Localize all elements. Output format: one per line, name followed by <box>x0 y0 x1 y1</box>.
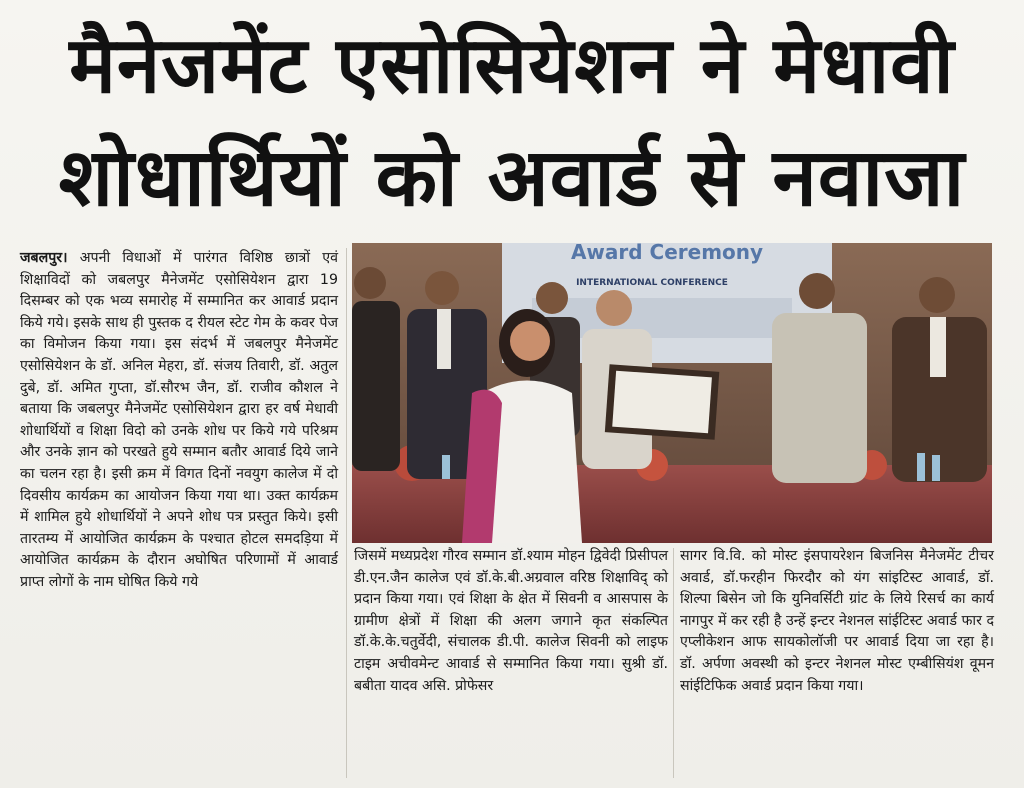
certificate <box>605 364 719 440</box>
column-3-text: सागर वि.वि. को मोस्ट इंसपायरेशन बिजनिस मैनेजमेंट टीचर अवार्ड, डॉ.फरहीन फिरदौर को यंग सांइटिस्ट आवार्ड, डॉ. शिल्पा बिसेन जो कि युनिवर्सिटी ग्रांट के लिये रिसर्च का कार्य नागपुर में कर रही है उन्हें इन्टर नेशनल सांईटिस्ट अवार्ड फार द एप्लीकेशन आफ सायकोलॉजी पर आवार्ड दिया जा रहा है। डॉ. अर्पणा अवस्थी को इन्टर नेशनल मोस्ट एम्बीसियंश वूमन सांईटिफिक अवार्ड प्रदान किया गया। <box>680 548 994 694</box>
article-column-2 <box>354 546 668 697</box>
dateline: जबलपुर। <box>20 250 68 266</box>
column-1-text: अपनी विधाओं में पारंगत विशिष्ठ छात्रों एवं शिक्षाविदों को जबलपुर मैनेजमेंट एसोसियेशन द्वारा 19 दिसम्बर को एक भव्य समारोह में सम्मानित कर आवार्ड प्रदान किये गये। इसके साथ ही पुस्तक द रीयल स्टेट गेम के कवर पेज का विमोजन किया गया। इस संदर्भ में जबलपुर मैनेजमेंट एसोसियेशन के डॉ. अनिल मेहरा, डॉ. संजय तिवारी, डॉ. अतुल दुबे, डॉ. अमित गुप्ता, डॉ.सौरभ जैन, डॉ. राजीव कौशल ने बताया कि जबलपुर मैनेजमेंट एसोसियेशन द्वारा हर वर्ष मेधावी शोधार्थियों व शिक्षा विदो को उनके शोध पर किये गये परिश्रम और उनके ज्ञान को परखते हुये सम्मान बतौर आवार्ड दिये जाने का चलन रहा है। इसी क्रम में विगत दिनों नवयुग कालेज में दो दिवसीय कार्यक्रम का आयोजन किया गया था। उक्त कार्यक्रम में शामिल हुये शोधार्थियों ने अपने शोध पत्र प्रस्तुत किये। इसी तारतम्य में आयोजित कार्यक्रम के पश्चात होटल समदड़िया में आयोजित कार्यक्रम के दौरान अघोषित परिणामों में आवार्ड प्राप्त लोगों के नाम घोषित किये गये <box>20 250 338 590</box>
column-divider-1 <box>346 248 347 778</box>
article-column-3 <box>680 546 994 697</box>
article-column-1 <box>20 248 338 594</box>
banner-title: Award Ceremony <box>570 243 764 264</box>
photo-illustration <box>352 243 992 543</box>
column-2-text: जिसमें मध्यप्रदेश गौरव सम्मान डॉ.श्याम मोहन द्विवेदी प्रिसीपल डी.एन.जैन कालेज एवं डॉ.के.बी.अग्रवाल वरिष्ठ शिक्षाविद् को प्रदान किया गया। एवं शिक्षा के क्षेत में सिवनी व आसपास के ग्रामीण क्षेत्रों में शिक्षा की अलग जगाने कृत संकल्पित डॉ.के.के.चतुर्वेदी, संचालक डी.पी. कालेज सिवनी को लाइफ टाइम अचीवमेन्ट आवार्ड से सम्मानित किया गया। सुश्री डॉ. बबीता यादव असि. प्रोफेसर <box>354 548 668 694</box>
headline-line-2: शोधार्थियों को अवार्ड से नवाजा <box>58 131 966 224</box>
award-ceremony-photo <box>352 243 992 543</box>
banner-subtitle: INTERNATIONAL CONFERENCE <box>576 278 728 288</box>
headline-line-1: मैनेजमेंट एसोसियेशन ने मेधावी <box>69 21 955 111</box>
column-divider-2 <box>673 548 674 778</box>
